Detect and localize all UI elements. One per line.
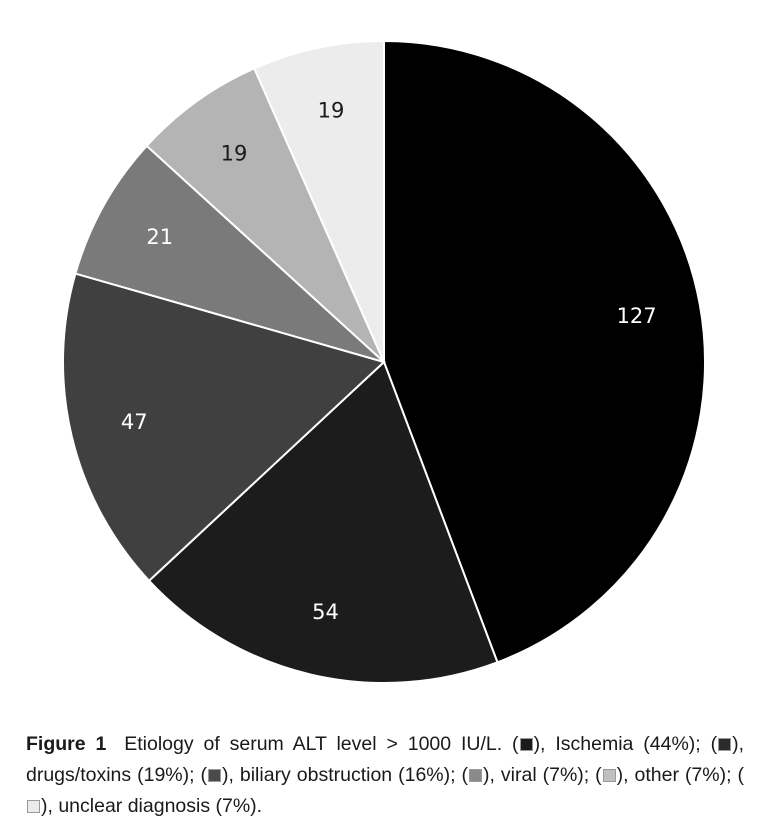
legend-swatch-other <box>603 769 616 782</box>
pie-data-label-unclear-diagnosis: 19 <box>317 98 345 123</box>
legend-swatch-drugs-toxins <box>718 738 731 751</box>
legend-swatch-ischemia <box>520 738 533 751</box>
pie-data-label-drugs-toxins: 54 <box>312 600 339 625</box>
figure-caption <box>26 729 744 822</box>
legend-swatch-unclear-diagnosis <box>27 800 40 813</box>
pie-data-label-viral: 21 <box>146 224 174 249</box>
caption-entry-other: ), other (7%); ( <box>616 764 744 786</box>
caption-entry-ischemia: ), Ischemia (44%); ( <box>533 733 718 755</box>
caption-entry-biliary-obstruction: ), biliary obstruction (16%); ( <box>222 764 469 786</box>
legend-swatch-viral <box>469 769 482 782</box>
caption-entry-viral: ), viral (7%); ( <box>483 764 602 786</box>
figure-label: Figure 1 <box>26 733 107 755</box>
caption-entry-drugs-toxins: ), drugs/toxins (19%); ( <box>26 733 745 786</box>
caption-entry-unclear-diagnosis: ), unclear diagnosis (7%). <box>41 795 263 817</box>
legend-swatch-biliary-obstruction <box>208 769 221 782</box>
pie-data-label-biliary-obstruction: 47 <box>120 409 148 434</box>
pie-data-label-ischemia: 127 <box>616 303 657 328</box>
caption-intro: Etiology of serum ALT level > 1000 IU/L. ( <box>124 733 519 755</box>
pie-data-label-other: 19 <box>220 141 248 166</box>
pie-slices <box>63 41 705 683</box>
